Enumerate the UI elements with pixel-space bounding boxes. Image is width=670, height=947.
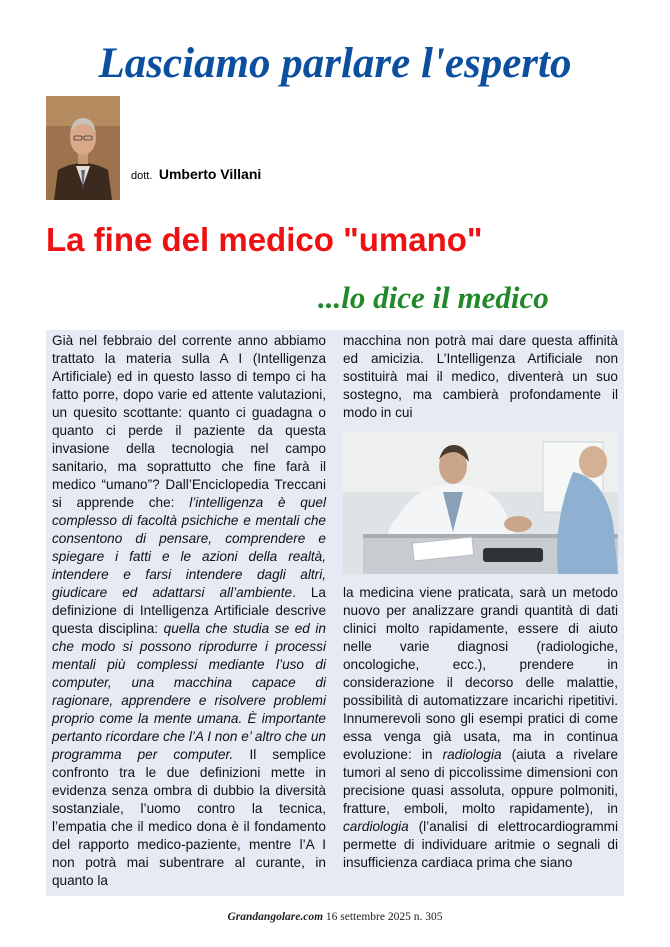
italic-definition: quella che studia se ed in che modo si possono riprodurre i processi mentali più complessi mediante l’uso di computer, una macchina capace di ragionare, apprendere e risolvere problemi proprio come la mente umana. È importante pertanto ricordare che l’A I non e’ altro che un programma per computer. [52, 621, 326, 762]
text-run: (l’analisi di elettrocardiogrammi permette di individuare aritmie o segnali di insufficienza cardiaca prima che siano [343, 819, 618, 870]
article-subheadline: ...lo dice il medico [318, 280, 549, 315]
page-title: Lasciamo parlare l'esperto [98, 40, 572, 87]
text-run: Il semplice confronto tra le due definizioni mette in evidenza senza ombra di dubbio la diversità sostanziale, l’uomo contro la tecnica, l’empatia che il medico dona è il fondamento del rapporto medico-paziente, mentre l’A I non potrà mai subentrare al curante, in quanto la [52, 747, 326, 888]
paragraph [343, 584, 618, 872]
article-column-right-bottom [343, 584, 618, 872]
footer-issue: 16 settembre 2025 n. 305 [325, 911, 443, 923]
text-run: la medicina viene praticata, sarà un metodo nuovo per analizzare grandi quantità di dati clinici molto rapidamente, essere di aiuto nelle varie diagnosi (radiologiche, oncologiche, ecc.), prendere in considerazione il decorso delle malattie, possibilità di automatizzare incarichi ripetitivi. Innumerevoli sono gli esempi pratici di come essa venga già usata, ma in continua evoluzione: in [343, 585, 618, 762]
italic-term: cardiologia [343, 819, 409, 834]
text-run: . La definizione di Intelligenza Artificiale descrive questa disciplina: [52, 585, 326, 636]
text-run: Già nel febbraio del corrente anno abbiamo trattato la materia sulla A I (Intelligenza Artificiale) ed in questo lasso di tempo ci ha fatto porre, dopo varie ed attente valutazioni, un quesito scottante: quanto ci guadagna o quanto ci perde il paziente da questa invasione della tecnologia nel campo sanitario, ma soprattutto che fine farà il medico “umano”? Dall’Enciclopedia Treccani si apprende che: [52, 333, 326, 510]
article-column-left [52, 332, 326, 890]
article-column-right-top [343, 332, 618, 422]
article-headline: La fine del medico "umano" [46, 221, 483, 258]
paragraph: macchina non potrà mai dare questa affinità ed amicizia. L’Intelligenza Artificiale non sostituirà mai il medico, diventerà un suo sostegno, ma cambierà profondamente il modo in cui [343, 333, 618, 420]
footer-site: Grandangolare.com [227, 911, 324, 923]
page-footer [0, 911, 670, 923]
author-name: Umberto Villani [158, 166, 262, 182]
italic-term: radiologia [442, 747, 502, 762]
article-body [46, 330, 624, 896]
paragraph [52, 332, 326, 890]
text-run: (aiuta a rivelare tumori al seno di piccolissime dimensioni con precisione quasi assoluta, oppure polmoniti, fratture, emboli, molto rapidamente), in [343, 747, 619, 816]
article-image [343, 432, 618, 574]
author-photo [46, 96, 120, 200]
italic-definition: l’intelligenza è quel complesso di facoltà psichiche e mentali che consentono di pensare, comprendere e spiegare i fatti e le azioni della realtà, intendere e farsi intendere dagli altri, giudicare ed adattarsi all’ambiente [52, 495, 326, 600]
author-prefix: dott. [131, 170, 153, 182]
author-byline [131, 166, 261, 184]
